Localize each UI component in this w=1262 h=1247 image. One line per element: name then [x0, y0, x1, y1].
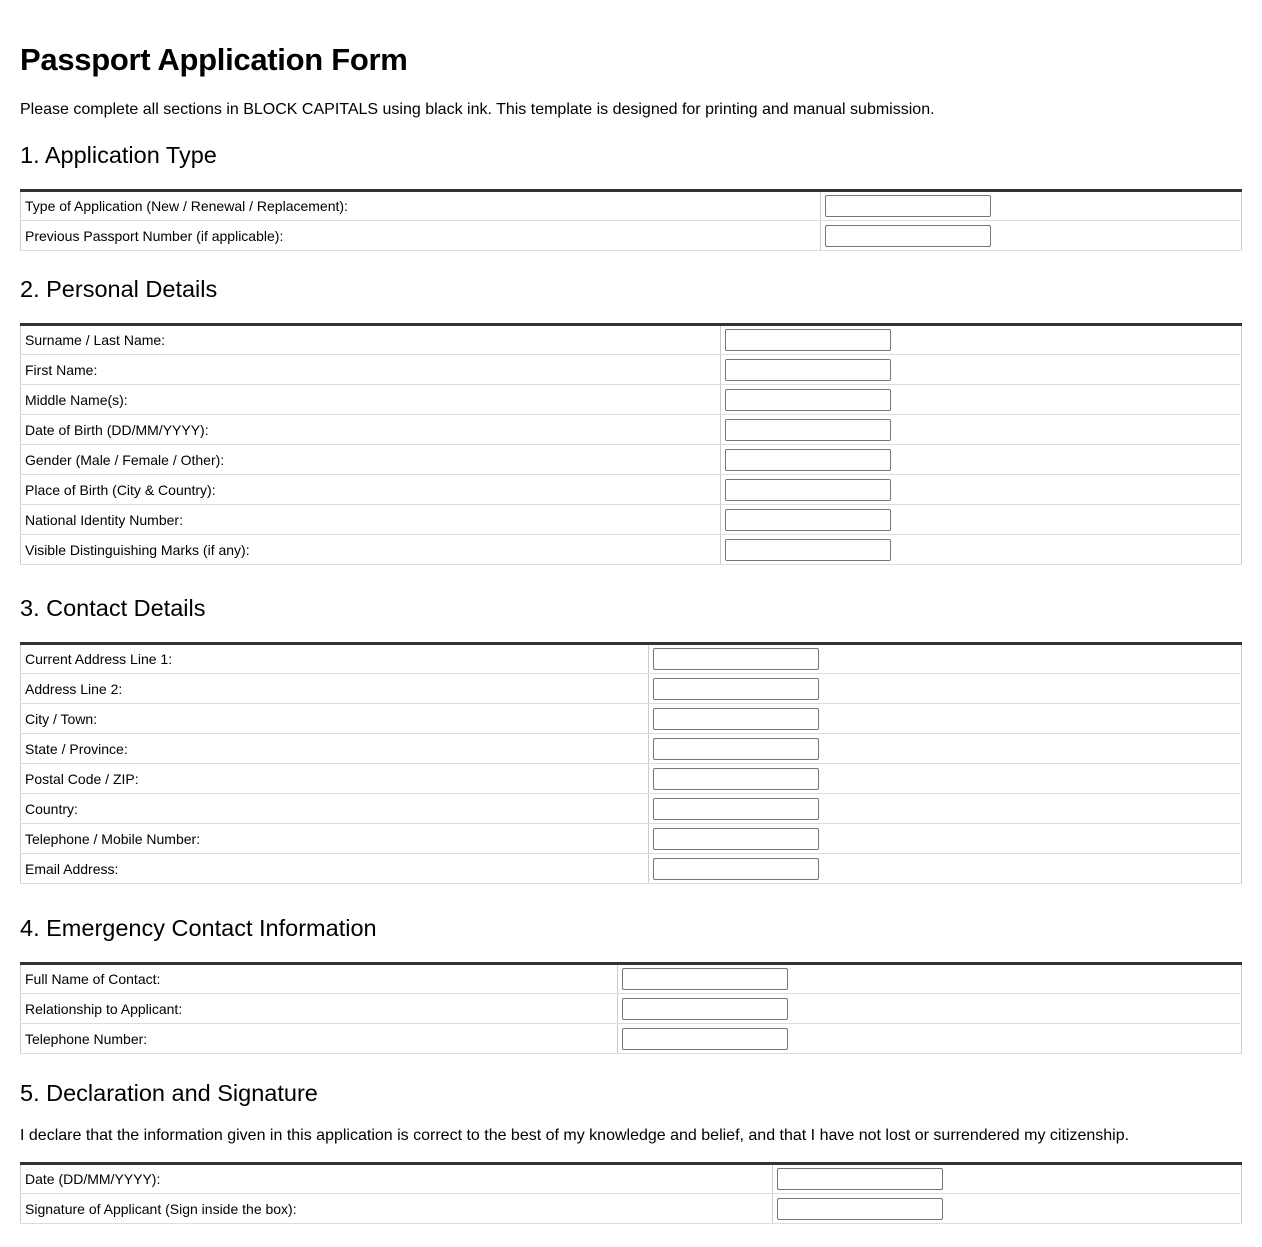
surname-input[interactable]	[725, 329, 891, 351]
table-row	[21, 964, 1242, 994]
address-line-1-input[interactable]	[653, 648, 819, 670]
first-name-input[interactable]	[725, 359, 891, 381]
field-label: Type of Application (New / Renewal / Replacement):	[21, 191, 821, 221]
contact-full-name-input[interactable]	[622, 968, 788, 990]
field-label: Telephone / Mobile Number:	[21, 824, 649, 854]
table-row	[21, 475, 1242, 505]
telephone-input[interactable]	[653, 828, 819, 850]
state-input[interactable]	[653, 738, 819, 760]
postal-code-input[interactable]	[653, 768, 819, 790]
table-row	[21, 764, 1242, 794]
contact-telephone-input[interactable]	[622, 1028, 788, 1050]
form-instructions: Please complete all sections in BLOCK CAPITALS using black ink. This template is designed for printing and manual submission.	[20, 101, 935, 118]
declaration-date-input[interactable]	[777, 1168, 943, 1190]
field-label: City / Town:	[21, 704, 649, 734]
field-label: Place of Birth (City & Country):	[21, 475, 721, 505]
field-label: Signature of Applicant (Sign inside the box):	[21, 1194, 773, 1224]
table-row	[21, 355, 1242, 385]
table-row	[21, 644, 1242, 674]
field-label: Country:	[21, 794, 649, 824]
table-row	[21, 191, 1242, 221]
field-label: Middle Name(s):	[21, 385, 721, 415]
section-heading-contact-details: 3. Contact Details	[20, 595, 206, 621]
table-row	[21, 221, 1242, 251]
table-row	[21, 385, 1242, 415]
national-id-input[interactable]	[725, 509, 891, 531]
field-label: National Identity Number:	[21, 505, 721, 535]
page-title: Passport Application Form	[20, 42, 408, 77]
field-label: Visible Distinguishing Marks (if any):	[21, 535, 721, 565]
country-input[interactable]	[653, 798, 819, 820]
declaration-table	[20, 1162, 1242, 1224]
field-label: Date (DD/MM/YYYY):	[21, 1164, 773, 1194]
email-input[interactable]	[653, 858, 819, 880]
place-of-birth-input[interactable]	[725, 479, 891, 501]
declaration-text: I declare that the information given in this application is correct to the best of my knowledge and belief, and that I have not lost or surrendered my citizenship.	[20, 1127, 1130, 1144]
table-row	[21, 1024, 1242, 1054]
section-heading-declaration: 5. Declaration and Signature	[20, 1080, 318, 1106]
application-type-table	[20, 189, 1242, 251]
distinguishing-marks-input[interactable]	[725, 539, 891, 561]
table-row	[21, 734, 1242, 764]
table-row	[21, 824, 1242, 854]
field-label: Postal Code / ZIP:	[21, 764, 649, 794]
middle-names-input[interactable]	[725, 389, 891, 411]
field-label: Email Address:	[21, 854, 649, 884]
table-row	[21, 445, 1242, 475]
table-row	[21, 1164, 1242, 1194]
field-label: Date of Birth (DD/MM/YYYY):	[21, 415, 721, 445]
contact-relationship-input[interactable]	[622, 998, 788, 1020]
section-heading-emergency-contact: 4. Emergency Contact Information	[20, 915, 377, 941]
date-of-birth-input[interactable]	[725, 419, 891, 441]
application-type-input[interactable]	[825, 195, 991, 217]
field-label: State / Province:	[21, 734, 649, 764]
table-row	[21, 415, 1242, 445]
table-row	[21, 535, 1242, 565]
city-input[interactable]	[653, 708, 819, 730]
address-line-2-input[interactable]	[653, 678, 819, 700]
gender-input[interactable]	[725, 449, 891, 471]
contact-details-table	[20, 642, 1242, 884]
table-row	[21, 794, 1242, 824]
field-label: Surname / Last Name:	[21, 325, 721, 355]
field-label: Gender (Male / Female / Other):	[21, 445, 721, 475]
field-label: Address Line 2:	[21, 674, 649, 704]
personal-details-table	[20, 323, 1242, 565]
previous-passport-number-input[interactable]	[825, 225, 991, 247]
section-heading-application-type: 1. Application Type	[20, 142, 217, 168]
field-label: First Name:	[21, 355, 721, 385]
signature-input[interactable]	[777, 1198, 943, 1220]
table-row	[21, 854, 1242, 884]
section-heading-personal-details: 2. Personal Details	[20, 276, 218, 302]
field-label: Telephone Number:	[21, 1024, 618, 1054]
table-row	[21, 994, 1242, 1024]
table-row	[21, 704, 1242, 734]
table-row	[21, 1194, 1242, 1224]
field-label: Full Name of Contact:	[21, 964, 618, 994]
table-row	[21, 505, 1242, 535]
table-row	[21, 325, 1242, 355]
field-label: Previous Passport Number (if applicable):	[21, 221, 821, 251]
emergency-contact-table	[20, 962, 1242, 1054]
table-row	[21, 674, 1242, 704]
field-label: Relationship to Applicant:	[21, 994, 618, 1024]
field-label: Current Address Line 1:	[21, 644, 649, 674]
